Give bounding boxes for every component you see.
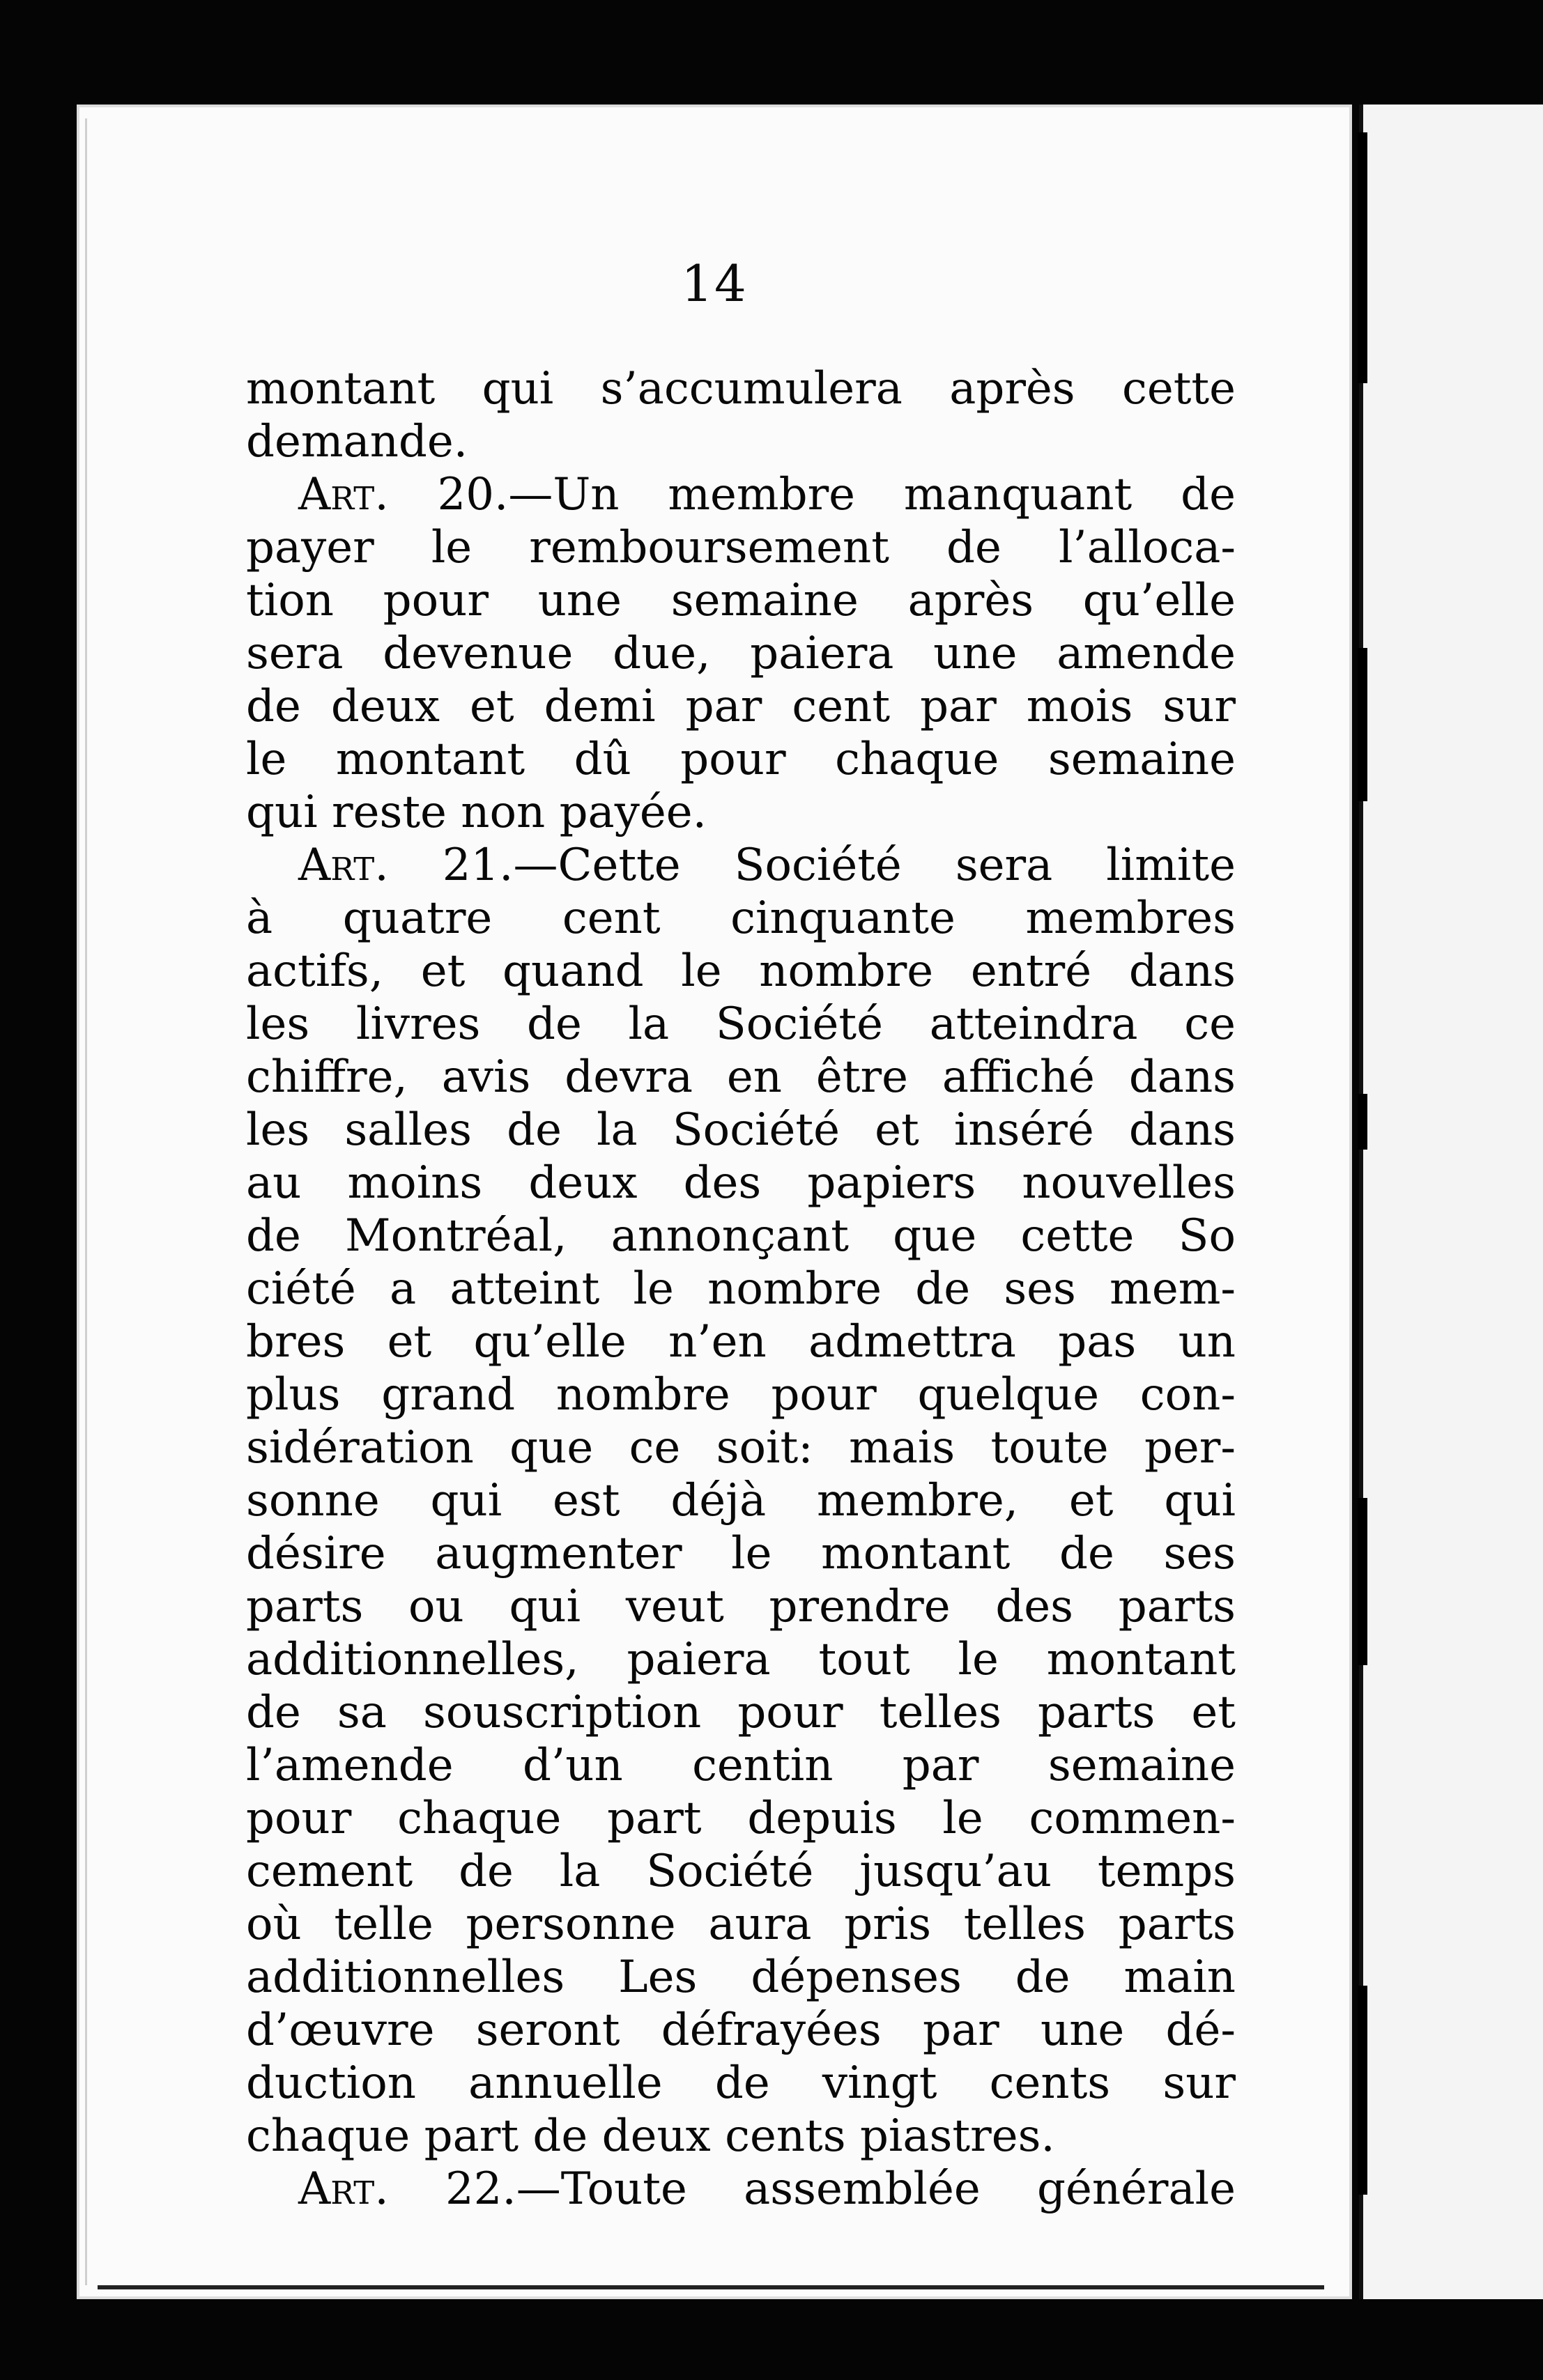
text-line bbox=[246, 1474, 1236, 1527]
line-text: cement de la Société jusqu’au temps bbox=[246, 1846, 1236, 1897]
text-line bbox=[246, 1792, 1236, 1845]
text-line bbox=[246, 362, 1236, 415]
line-text: bres et qu’elle n’en admettra pas un bbox=[246, 1316, 1236, 1368]
line-text: pour chaque part depuis le commen- bbox=[246, 1793, 1236, 1844]
binding-mark bbox=[1358, 1986, 1367, 2195]
text-line bbox=[246, 1368, 1236, 1421]
text-line bbox=[246, 1104, 1236, 1157]
line-text: tion pour une semaine après qu’elle bbox=[246, 575, 1236, 626]
line-text: où telle personne aura pris telles parts bbox=[246, 1899, 1236, 1950]
line-text: duction annuelle de vingt cents sur bbox=[246, 2057, 1236, 2109]
text-line bbox=[246, 1210, 1236, 1262]
binding-mark bbox=[1358, 1498, 1367, 1665]
line-text: additionnelles Les dépenses de main bbox=[246, 1952, 1236, 2003]
text-line bbox=[246, 1527, 1236, 1580]
text-line bbox=[246, 1739, 1236, 1792]
text-line bbox=[246, 1686, 1236, 1739]
line-text: —Cette Société sera limite bbox=[513, 840, 1236, 891]
line-text: de deux et demi par cent par mois sur bbox=[246, 681, 1236, 732]
text-line bbox=[246, 2004, 1236, 2057]
text-line bbox=[246, 2110, 1236, 2163]
text-line bbox=[246, 468, 1236, 521]
text-line bbox=[246, 521, 1236, 574]
text-line bbox=[246, 574, 1236, 627]
document-page bbox=[77, 105, 1352, 2299]
text-line bbox=[246, 1580, 1236, 1633]
line-text: additionnelles, paiera tout le montant bbox=[246, 1634, 1236, 1685]
text-line bbox=[246, 1051, 1236, 1104]
binding-mark bbox=[1358, 1094, 1367, 1150]
line-text: sera devenue due, paiera une amende bbox=[246, 628, 1236, 679]
text-line bbox=[246, 1633, 1236, 1686]
text-line bbox=[246, 627, 1236, 680]
text-line bbox=[246, 945, 1236, 998]
line-text: —Un membre manquant de bbox=[508, 469, 1236, 520]
line-text: montant qui s’accumulera après cette bbox=[246, 363, 1236, 415]
line-text: les livres de la Société atteindra ce bbox=[246, 998, 1236, 1050]
text-line bbox=[246, 680, 1236, 733]
line-text: à quatre cent cinquante membres bbox=[246, 892, 1236, 944]
text-line bbox=[246, 415, 1236, 468]
line-text: demande. bbox=[246, 416, 468, 468]
article-label: Art. 20. bbox=[298, 469, 509, 520]
page-bottom-edge bbox=[98, 2285, 1324, 2289]
line-text: le montant dû pour chaque semaine bbox=[246, 734, 1236, 785]
text-line bbox=[246, 786, 1236, 839]
text-line bbox=[246, 1951, 1236, 2004]
page-edge-line bbox=[85, 118, 87, 2285]
line-text: chiffre, avis devra en être affiché dans bbox=[246, 1051, 1236, 1103]
text-line bbox=[246, 733, 1236, 786]
binding-mark bbox=[1358, 132, 1367, 383]
line-text: plus grand nombre pour quelque con- bbox=[246, 1369, 1236, 1421]
body-text bbox=[246, 362, 1236, 2216]
line-text: payer le remboursement de l’alloca- bbox=[246, 522, 1236, 573]
line-text: désire augmenter le montant de ses bbox=[246, 1528, 1236, 1579]
adjacent-page-edge bbox=[1359, 105, 1543, 2299]
text-line bbox=[246, 1898, 1236, 1951]
article-label: Art. 22. bbox=[298, 2163, 516, 2215]
text-line bbox=[246, 1157, 1236, 1210]
line-text: les salles de la Société et inséré dans bbox=[246, 1104, 1236, 1156]
text-line bbox=[246, 1315, 1236, 1368]
line-text: de sa souscription pour telles parts et bbox=[246, 1687, 1236, 1738]
line-text: qui reste non payée. bbox=[246, 787, 707, 838]
text-line bbox=[246, 1262, 1236, 1315]
line-text: parts ou qui veut prendre des parts bbox=[246, 1581, 1236, 1632]
page-number: 14 bbox=[681, 254, 748, 313]
line-text: l’amende d’un centin par semaine bbox=[246, 1740, 1236, 1791]
line-text: au moins deux des papiers nouvelles bbox=[246, 1157, 1236, 1209]
line-text: d’œuvre seront défrayées par une dé- bbox=[246, 2004, 1236, 2056]
line-text: sidération que ce soit: mais toute per- bbox=[246, 1422, 1236, 1474]
line-text: actifs, et quand le nombre entré dans bbox=[246, 945, 1236, 997]
text-line bbox=[246, 1421, 1236, 1474]
text-line bbox=[246, 1845, 1236, 1898]
text-line bbox=[246, 892, 1236, 945]
line-text: de Montréal, annonçant que cette So bbox=[246, 1210, 1236, 1262]
article-label: Art. 21. bbox=[298, 840, 514, 891]
line-text: —Toute assemblée générale bbox=[516, 2163, 1236, 2215]
text-line bbox=[246, 839, 1236, 892]
binding-mark bbox=[1358, 648, 1367, 801]
line-text: ciété a atteint le nombre de ses mem- bbox=[246, 1263, 1236, 1315]
text-line bbox=[246, 2163, 1236, 2216]
text-line bbox=[246, 998, 1236, 1051]
line-text: chaque part de deux cents piastres. bbox=[246, 2110, 1055, 2162]
text-line bbox=[246, 2057, 1236, 2110]
line-text: sonne qui est déjà membre, et qui bbox=[246, 1475, 1236, 1527]
